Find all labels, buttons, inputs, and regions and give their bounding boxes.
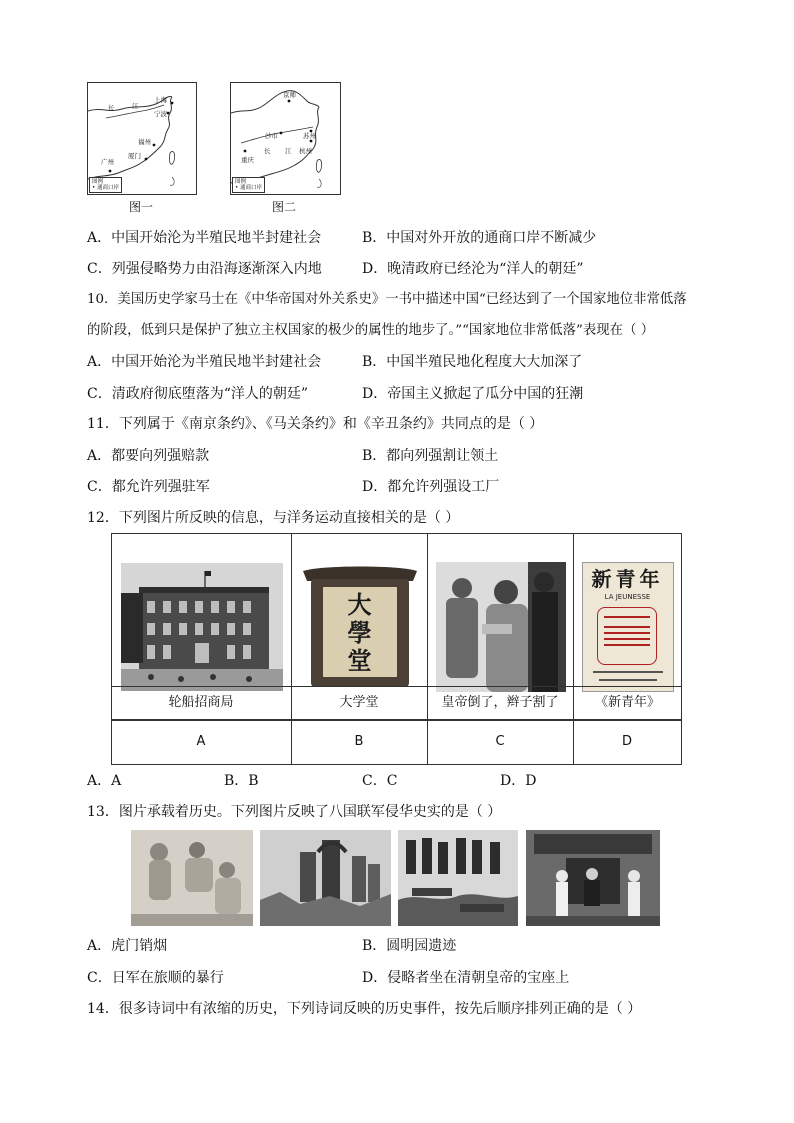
q10-option-a[interactable]: A．中国开始沦为半殖民地半封建社会 [87,354,322,370]
q11-option-a[interactable]: A．都要向列强赔款 [87,448,210,464]
q11-option-c[interactable]: C．都允许列强驻军 [87,479,210,495]
map2-caption: 图二 [272,200,297,214]
throne-photo [526,830,660,926]
map2-legend-title: 图例 [235,179,247,185]
q12-option-a[interactable]: A．A [87,773,122,789]
q10-stem-line2: 的阶段，低到只是保护了独立主权国家的极少的属性的地步了。”“国家地位非常低落”表现在（ ） [87,323,655,338]
humen-relief-photo [131,830,253,926]
q12-letter-b: B [354,734,364,749]
q13-option-d[interactable]: D．侵略者坐在清朝皇帝的宝座上 [362,970,570,986]
q11-option-b[interactable]: B．都向列强割让领土 [362,448,499,464]
q12-caption-a: 轮船招商局 [168,695,234,710]
map2-label-chongqing: 重庆 [241,156,254,164]
map1-label-xiamen: 厦门 [128,152,141,160]
map2-label-suzhou: 苏州 [303,132,316,140]
map2-label-hangzhou: 杭州 [299,147,312,155]
q9-option-c[interactable]: C．列强侵略势力由沿海逐渐深入内地 [87,261,322,277]
q12-letter-a: A [196,734,206,749]
q9-option-d[interactable]: D．晚清政府已经沦为“洋人的朝廷” [362,261,584,277]
map1-label-chang: 长 [108,104,115,112]
map-figure-2 [230,82,341,195]
map2-label-jingshi: 京师 [283,91,296,99]
q13-option-c[interactable]: C．日军在旅顺的暴行 [87,970,224,986]
q10-option-c[interactable]: C．清政府彻底堕落为“洋人的朝廷” [87,386,309,402]
q13-stem: 13．图片承载着历史。下列图片反映了八国联军侵华史实的是（ ） [87,804,502,820]
magazine-contents-box [597,607,657,665]
q13-option-b[interactable]: B．圆明园遗迹 [362,938,457,954]
new-youth-magazine-photo [582,562,674,692]
map1-label-guangzhou: 广州 [101,158,114,166]
queue-cutting-photo [436,562,566,692]
steamship-company-photo [121,563,283,691]
map2-legend-item: • 通商口岸 [235,185,262,191]
q12-caption-b: 大学堂 [339,695,379,710]
map1-caption: 图一 [129,200,154,214]
magazine-subtitle: LA JEUNESSE [604,592,651,601]
q11-option-d[interactable]: D．都允许列强设工厂 [362,479,500,495]
q10-option-d[interactable]: D．帝国主义掀起了瓜分中国的狂潮 [362,386,584,402]
map1-label-shanghai: 上海 [154,96,167,104]
magazine-title: 新青年 [591,566,664,591]
map1-legend-item: • 通商口岸 [92,185,119,191]
q11-stem: 11．下列属于《南京条约》、《马关条约》和《辛丑条约》共同点的是（ ） [87,416,544,432]
q9-option-a[interactable]: A．中国开始沦为半殖民地半封建社会 [87,230,322,246]
q10-stem-line1: 10．美国历史学家马士在《中华帝国对外关系史》一书中描述中国“已经达到了一个国家地位非常低落 [87,292,687,307]
map1-label-fuzhou: 福州 [138,138,151,146]
plaque-text: 大學堂 [347,589,372,675]
q12-letter-c: C [495,734,505,749]
q12-letter-d: D [621,734,632,749]
map2-label-chang: 长 [264,147,271,155]
q13-option-a[interactable]: A．虎门销烟 [87,938,168,954]
q9-option-b[interactable]: B．中国对外开放的通商口岸不断减少 [362,230,597,246]
yuanmingyuan-ruins-photo [260,830,391,926]
q12-stem: 12．下列图片所反映的信息，与洋务运动直接相关的是（ ） [87,510,460,526]
q10-option-b[interactable]: B．中国半殖民地化程度大大加深了 [362,354,583,370]
lushun-atrocity-photo [398,830,518,926]
map1-label-jiang: 江 [132,102,139,110]
q12-option-b[interactable]: B．B [224,773,259,789]
q12-option-d[interactable]: D．D [500,773,537,789]
map-figure-1 [87,82,197,195]
map1-label-ningbo: 宁波 [154,110,167,118]
map2-label-jiang: 江 [285,147,292,155]
map2-label-shashi: 沙市 [265,132,278,140]
university-plaque-photo [301,563,419,691]
map1-legend-title: 图例 [92,179,104,185]
map2-legend [232,177,265,193]
map1-legend [89,177,122,193]
q14-stem: 14．很多诗词中有浓缩的历史，下列诗词反映的历史事件，按先后顺序排列正确的是（ ） [87,1001,642,1017]
q12-caption-d: 《新青年》 [594,695,660,710]
q12-caption-c: 皇帝倒了，辫子割了 [441,695,559,710]
q12-option-c[interactable]: C．C [362,773,398,789]
